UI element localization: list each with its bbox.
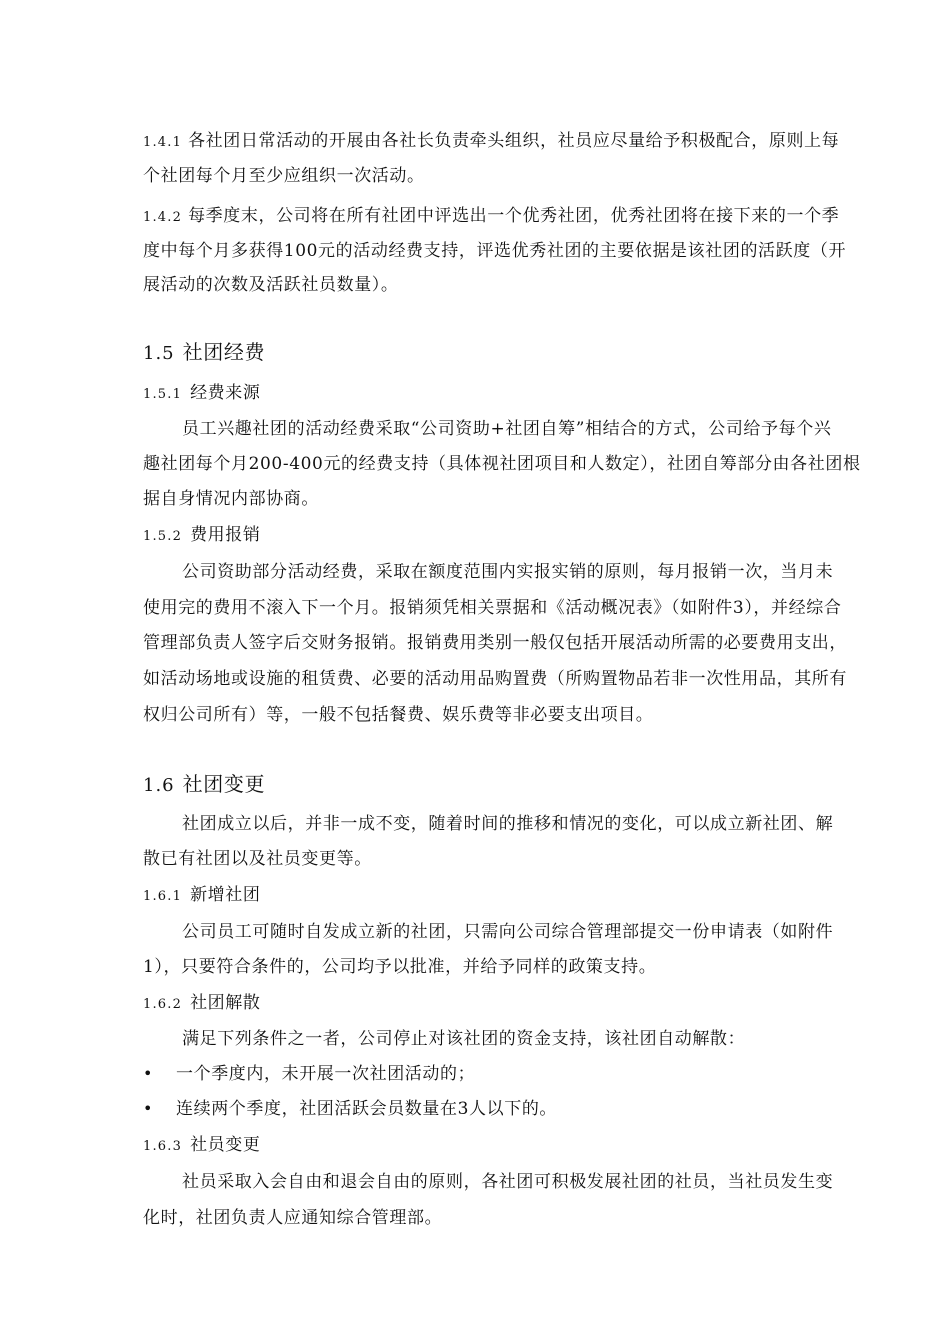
section-heading-1-5: 1.5 社团经费 [143, 340, 266, 364]
subsection-heading-1-5-2: 1.5.2 费用报销 [143, 525, 261, 545]
list-item: 一个季度内，未开展一次社团活动的； [176, 1064, 476, 1084]
paragraph-1-5-2-line-1: 公司资助部分活动经费，采取在额度范围内实报实销的原则，每月报销一次，当月未 [182, 562, 834, 582]
paragraph-1-4-1-line-1: 1.4.1 各社团日常活动的开展由各社长负责牵头组织，社员应尽量给予积极配合，原则上每 [143, 131, 840, 151]
subsection-heading-1-5-1: 1.5.1 经费来源 [143, 383, 261, 403]
subsection-heading-1-6-1: 1.6.1 新增社团 [143, 885, 261, 905]
subsection-heading-1-6-3: 1.6.3 社员变更 [143, 1135, 261, 1155]
paragraph-1-4-2-line-3: 展活动的次数及活跃社员数量）。 [143, 275, 399, 295]
paragraph-1-6-3-line-2: 化时，社团负责人应通知综合管理部。 [143, 1208, 443, 1228]
section-heading-1-6: 1.6 社团变更 [143, 772, 266, 796]
paragraph-1-5-1-line-2: 趣社团每个月200-400元的经费支持（具体视社团项目和人数定），社团自筹部分由各社团根 [143, 454, 861, 474]
paragraph-1-4-2-line-1: 1.4.2 每季度末，公司将在所有社团中评选出一个优秀社团，优秀社团将在接下来的一个季 [143, 206, 840, 226]
clause-number: 1.4.1 [143, 135, 183, 150]
clause-number: 1.4.2 [143, 210, 183, 225]
subsection-heading-1-6-2: 1.6.2 社团解散 [143, 993, 261, 1013]
paragraph-1-4-1-line-2: 个社团每个月至少应组织一次活动。 [143, 166, 425, 186]
paragraph-1-6-1-line-1: 公司员工可随时自发成立新的社团，只需向公司综合管理部提交一份申请表（如附件 [182, 922, 834, 942]
paragraph-1-5-2-line-2: 使用完的费用不滚入下一个月。报销须凭相关票据和《活动概况表》（如附件3），并经综合 [143, 598, 842, 618]
paragraph-1-6-3-line-1: 社员采取入会自由和退会自由的原则，各社团可积极发展社团的社员，当社员发生变 [182, 1172, 834, 1192]
paragraph-1-5-2-line-4: 如活动场地或设施的租赁费、必要的活动用品购置费（所购置物品若非一次性用品，其所有 [143, 669, 847, 689]
list-item: 连续两个季度，社团活跃会员数量在3人以下的。 [176, 1099, 558, 1119]
paragraph-1-6-2-line-1: 满足下列条件之一者，公司停止对该社团的资金支持，该社团自动解散： [182, 1029, 746, 1049]
paragraph-1-4-2-line-2: 度中每个月多获得100元的活动经费支持，评选优秀社团的主要依据是该社团的活跃度（开 [143, 241, 847, 261]
paragraph-1-6-line-2: 散已有社团以及社员变更等。 [143, 849, 372, 869]
paragraph-1-5-1-line-1: 员工兴趣社团的活动经费采取“公司资助+社团自筹”相结合的方式，公司给予每个兴 [182, 419, 832, 439]
bullet-icon: • [143, 1099, 153, 1118]
bullet-icon: • [143, 1064, 153, 1083]
paragraph-1-6-line-1: 社团成立以后，并非一成不变，随着时间的推移和情况的变化，可以成立新社团、解 [182, 814, 834, 834]
paragraph-1-5-2-line-5: 权归公司所有）等，一般不包括餐费、娱乐费等非必要支出项目。 [143, 705, 654, 725]
paragraph-1-6-1-line-2: 1），只要符合条件的，公司均予以批准，并给予同样的政策支持。 [143, 957, 657, 977]
paragraph-1-5-1-line-3: 据自身情况内部协商。 [143, 489, 319, 509]
paragraph-1-5-2-line-3: 管理部负责人签字后交财务报销。报销费用类别一般仅包括开展活动所需的必要费用支出， [143, 633, 847, 653]
